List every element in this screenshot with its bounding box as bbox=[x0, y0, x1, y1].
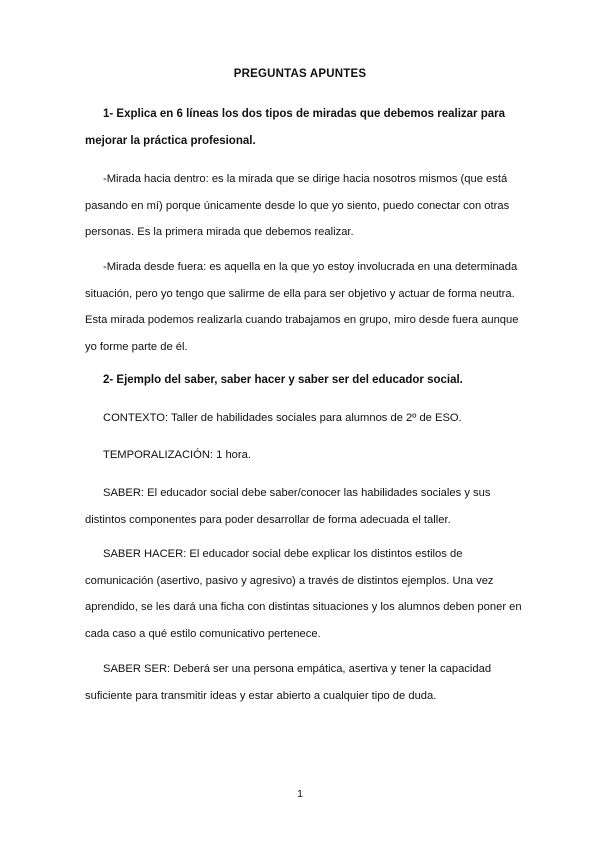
contexto-block bbox=[85, 405, 525, 432]
saber-paragraph: SABER: El educador social debe saber/conocer las habilidades sociales y sus distintos componentes para poder desarrollar de forma adecuada el taller. bbox=[85, 487, 491, 526]
temporalizacion-block bbox=[85, 442, 525, 469]
saber-hacer-paragraph: SABER HACER: El educador social debe explicar los distintos estilos de comunicación (asertivo, pasivo y agresivo) a través de distintos ejemplos. Una vez aprendido, se les dará una ficha con distintas situaciones y los alumnos deben poner en cada caso a qué estilo comunicativo pertenece. bbox=[85, 548, 522, 640]
saber-hacer-block bbox=[85, 541, 525, 647]
mirada-dentro-block bbox=[85, 166, 525, 246]
mirada-fuera-block bbox=[85, 254, 525, 360]
question-1-heading: 1- Explica en 6 líneas los dos tipos de miradas que debemos realizar para mejorar la práctica profesional. bbox=[85, 108, 506, 147]
page-number: 1 bbox=[297, 788, 303, 800]
saber-ser-paragraph: SABER SER: Deberá ser una persona empática, asertiva y tener la capacidad suficiente para transmitir ideas y estar abierto a cualquier tipo de duda. bbox=[85, 663, 492, 702]
question-2-block bbox=[85, 367, 525, 394]
saber-block bbox=[85, 480, 525, 533]
mirada-fuera-paragraph: -Mirada desde fuera: es aquella en la que yo estoy involucrada en una determinada situación, pero yo tengo que salirme de ella para ser objetivo y actuar de forma neutra. Esta mirada podemos realizarla cuando trabajamos en grupo, miro desde fuera aunque yo forme parte de él. bbox=[85, 261, 519, 353]
saber-ser-block bbox=[85, 656, 525, 709]
contexto-paragraph: CONTEXTO: Taller de habilidades sociales para alumnos de 2º de ESO. bbox=[103, 412, 462, 424]
mirada-dentro-paragraph: -Mirada hacia dentro: es la mirada que se dirige hacia nosotros mismos (que está pasando en mí) porque únicamente desde lo que yo siento, puedo conectar con otras personas. Es la primera mirada que debemos realizar. bbox=[85, 173, 510, 238]
question-1-block bbox=[85, 101, 525, 154]
question-2-heading: 2- Ejemplo del saber, saber hacer y saber ser del educador social. bbox=[103, 374, 463, 386]
document-title: PREGUNTAS APUNTES bbox=[233, 68, 367, 80]
temporalizacion-paragraph: TEMPORALIZACIÓN: 1 hora. bbox=[103, 449, 251, 461]
